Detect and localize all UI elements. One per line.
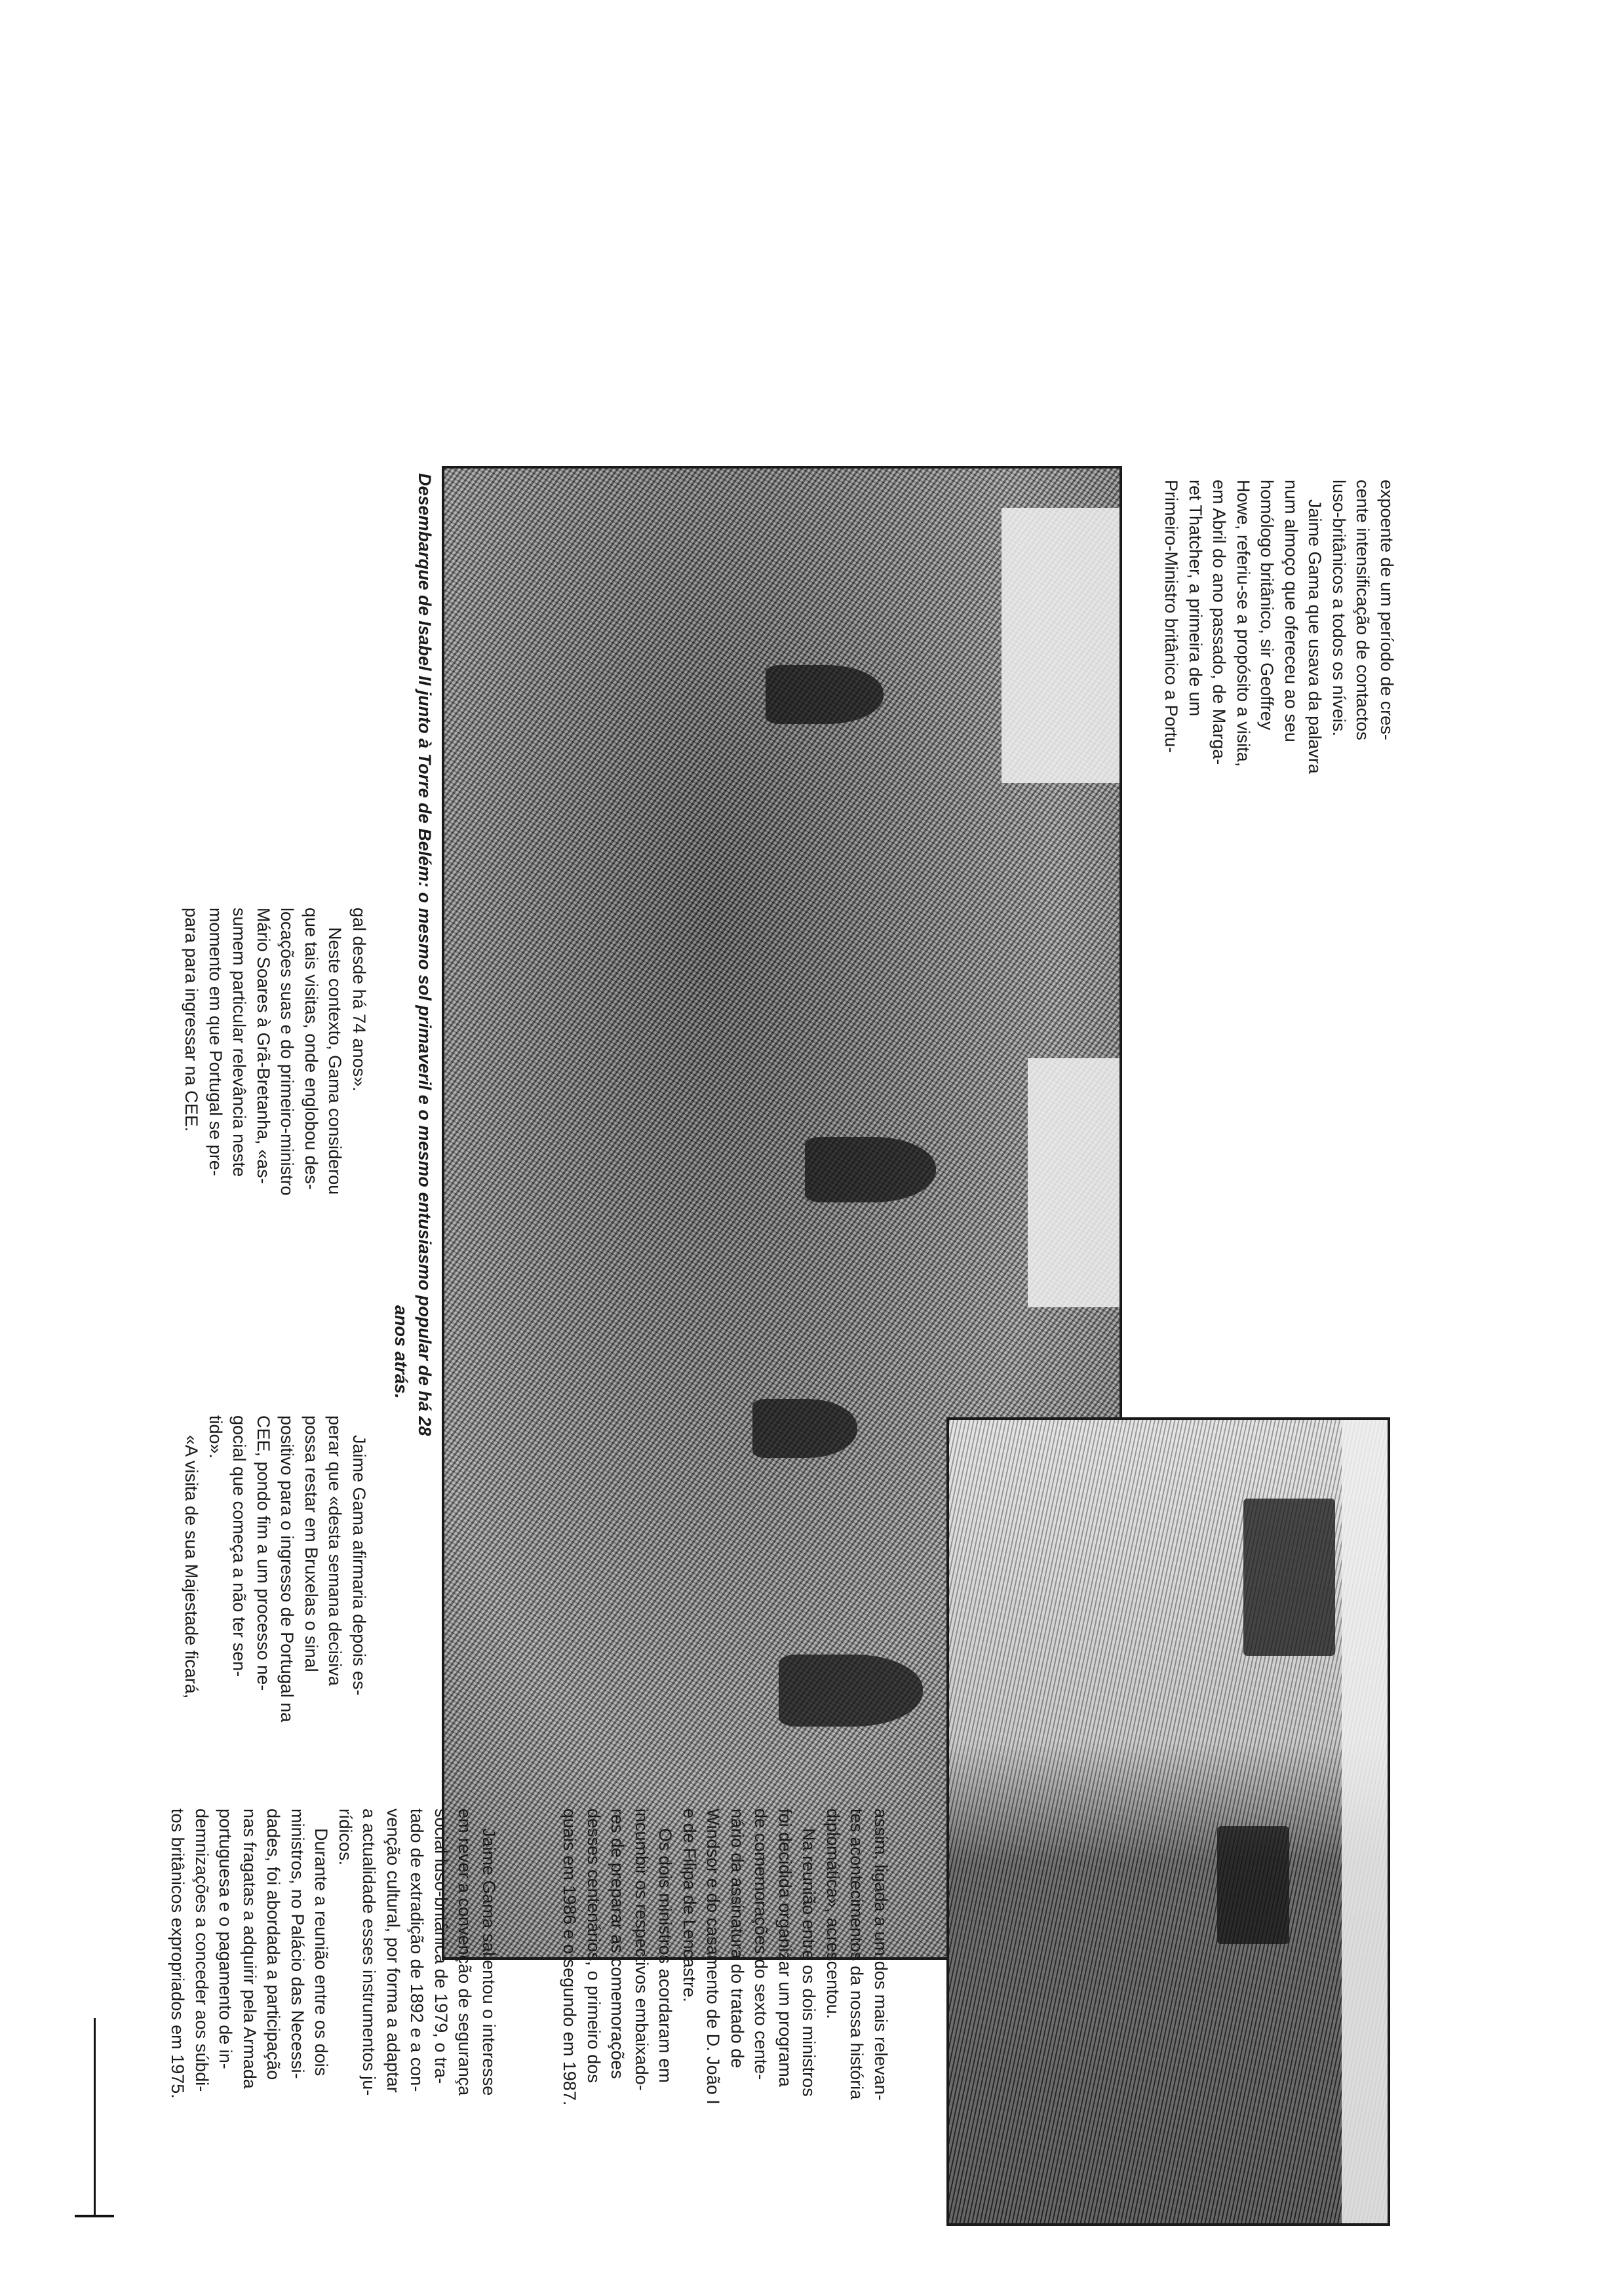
photo-caption (389, 473, 437, 1954)
photo-ship (1217, 1826, 1289, 1944)
text-line: luso-britânicos a todos os níveis. (1329, 480, 1349, 737)
article-column-top-left (1159, 480, 1399, 1197)
text-line: ret Thatcher, a primeira de um (1186, 480, 1205, 717)
text-line: venção cultural, por forma a adaptar (383, 1808, 403, 2093)
text-line: perar que «desta semana decisiva (325, 1415, 345, 1686)
text-line: tado de extradição de 1892 e a con- (407, 1808, 427, 2092)
text-line: tos britânicos expropriados em 1975. (168, 1808, 188, 2099)
text-line: Mário Soares à Grã-Bretanha, «as- (254, 908, 273, 1184)
text-line: Jaime Gama afirmaria depois es- (349, 1435, 369, 1696)
photo-sky-area (1002, 508, 1119, 783)
text-line: dades, foi abordada a participação (263, 1808, 284, 2080)
article-column-bottom-2 (180, 1415, 371, 1782)
text-line: nas fragatas a adquirir pela Armada (240, 1808, 260, 2089)
photo-figure (805, 1137, 936, 1202)
photo-figure (779, 1655, 923, 1727)
text-line: gocial que começa a não ter sen- (229, 1415, 250, 1677)
text-line: que tais visitas, onde englobou des- (302, 908, 321, 1190)
text-line: social luso-britânica de 1979, o tra- (431, 1808, 451, 2084)
text-line: Jaime Gama salientou o interesse (479, 1828, 499, 2096)
text-line: em rever a convenção de segurança (455, 1808, 475, 2096)
text-line: CEE, pondo fim a um processo ne- (254, 1415, 273, 1691)
text-line: tes acontecimentos da nossa história (847, 1808, 867, 2100)
text-line: Jaime Gama que usava da palavra (1305, 499, 1325, 774)
text-line: Howe, referiu-se a propósito a visita, (1234, 480, 1253, 767)
text-line: demnizações a conceder aos súbdi- (192, 1808, 212, 2092)
photo-ship (1243, 1499, 1335, 1656)
text-line: assim, ligada a um dos mais relevan- (871, 1808, 891, 2101)
text-line: e de Filipa de Lencastre. (680, 1808, 699, 2002)
text-line: res de preparar as comemorações (608, 1808, 628, 2079)
photo-figure (752, 1399, 857, 1458)
end-rule (94, 2018, 96, 2215)
text-line: desses centenários, o primeiro dos (584, 1808, 604, 2083)
text-line: num almoço que ofereceu ao seu (1281, 480, 1301, 742)
text-line: Neste contexto, Gama considerou (325, 927, 345, 1195)
text-line: ministros, no Palácio das Necessi- (288, 1808, 307, 2079)
text-line: cente intensificação de contactos (1353, 480, 1373, 740)
photo-figure (766, 665, 884, 724)
text-line: quais em 1986 e o segundo em 1987. (560, 1808, 580, 2106)
photo-sky-area (1028, 1058, 1119, 1307)
text-line: a actualidade esses instrumentos ju- (359, 1808, 379, 2096)
text-line: para para ingressar na CEE. (182, 908, 202, 1132)
text-line: nário da assinatura do tratado de (728, 1808, 747, 2069)
photo-sky-area (1342, 1420, 1388, 2223)
text-line: sumem particular relevância neste (229, 908, 250, 1177)
end-rule-mark (75, 2215, 114, 2217)
text-line: momento em que Portugal se pre- (206, 908, 225, 1176)
text-line: expoente de um período de cres- (1377, 480, 1397, 740)
text-line: «A visita de sua Majestade ficará, (182, 1435, 202, 1699)
text-line: gal desde há 74 anos». (349, 908, 369, 1092)
text-line: em Abril do ano passado, de Marga- (1209, 480, 1230, 765)
text-line: homólogo britânico, sir Geoffrey (1257, 480, 1277, 731)
article-column-bottom-1 (180, 908, 371, 1274)
text-line: possa restar em Bruxelas o sinal (302, 1415, 321, 1672)
text-line: portuguesa e o pagamento de in- (216, 1808, 236, 2069)
article-column-right-1 (558, 1808, 893, 2203)
text-line: incumbir os respectivos embaixado- (632, 1808, 652, 2091)
article-column-right-2 (166, 1808, 501, 2203)
text-line: locações suas e do primeiro-ministro (277, 908, 298, 1196)
caption-line: Desembarque de Isabel II junto à Torre de Belém: o mesmo sol primaveril e o mesmo entusiasmo popular de há 28 (415, 473, 435, 1436)
text-line: tido». (206, 1415, 225, 1459)
text-line: rídicos. (336, 1808, 355, 1866)
text-line: Durante a reunião entre os dois (311, 1828, 332, 2076)
text-line: de comemorações do sexto cente- (751, 1808, 771, 2080)
caption-line: anos atrás. (391, 1305, 411, 1399)
text-line: positivo para o ingresso de Portugal na (277, 1415, 298, 1723)
ships-photo (946, 1417, 1390, 2226)
text-line: Windsor e do casamento de D. João I (703, 1808, 724, 2105)
text-line: Primeiro-Ministro britânico a Portu- (1161, 480, 1182, 754)
text-line: Os dois ministros acordaram em (655, 1828, 676, 2083)
text-line: foi decidida organizar um programa (775, 1808, 795, 2087)
text-line: diplomática», acrescentou. (823, 1808, 843, 2019)
text-line: Na reunião entre os dois ministros (799, 1828, 819, 2097)
